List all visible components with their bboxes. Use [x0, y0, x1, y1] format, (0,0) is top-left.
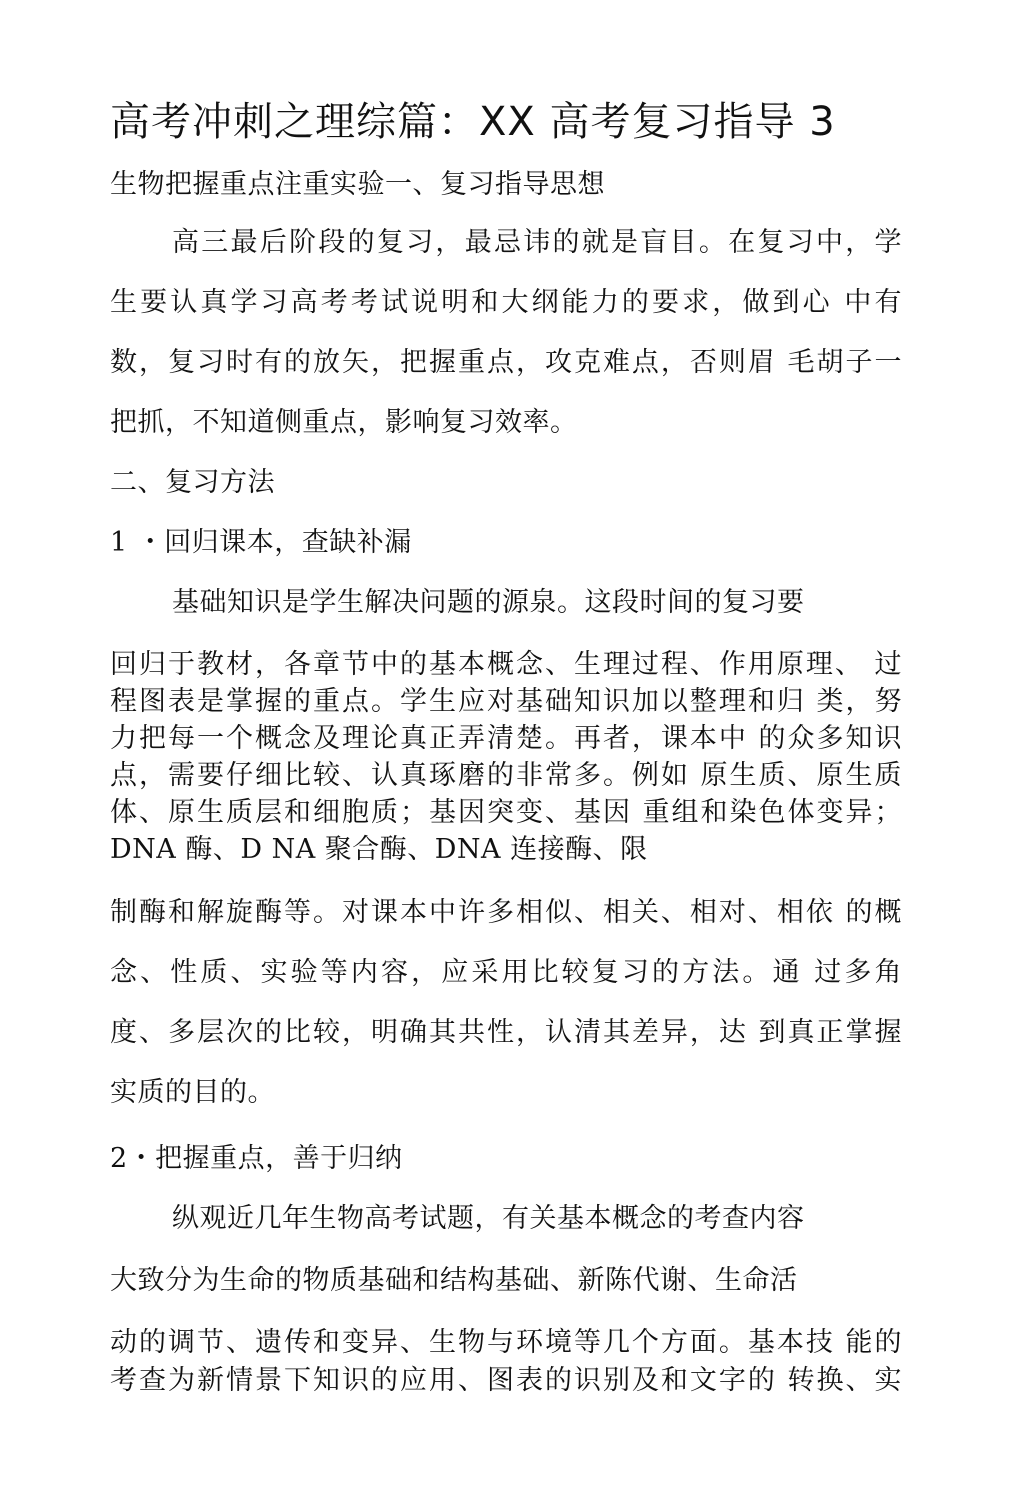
subsection-heading: 1 ・回归课本，查缺补漏 — [110, 527, 412, 558]
paragraph-line: 体、原生质层和细胞质；基因突变、基因 重组和染色体变异； — [110, 797, 902, 828]
paragraph-line: 力把每一个概念及理论真正弄清楚。再者，课本中 的众多知识 — [110, 723, 902, 754]
section-subtitle: 生物把握重点注重实验一、复习指导思想 — [110, 169, 605, 200]
paragraph-line: DNA 酶、D NA 聚合酶、DNA 连接酶、限 — [110, 834, 648, 865]
paragraph-line: 程图表是掌握的重点。学生应对基础知识加以整理和归 类，努 — [110, 686, 902, 717]
paragraph-line: 高三最后阶段的复习，最忌讳的就是盲目。在复习中，学 — [172, 227, 902, 258]
paragraph-line: 数，复习时有的放矢，把握重点，攻克难点，否则眉 毛胡子一 — [110, 347, 902, 378]
subsection-heading: 2・把握重点，善于归纳 — [110, 1143, 403, 1174]
paragraph-line: 点，需要仔细比较、认真琢磨的非常多。例如 原生质、原生质 — [110, 760, 902, 791]
paragraph-line: 念、性质、实验等内容，应采用比较复习的方法。通 过多角 — [110, 957, 902, 988]
paragraph-line: 考查为新情景下知识的应用、图表的识别及和文字的 转换、实 — [110, 1365, 902, 1396]
paragraph-line: 制酶和解旋酶等。对课本中许多相似、相关、相对、相依 的概 — [110, 897, 902, 928]
paragraph-line: 大致分为生命的物质基础和结构基础、新陈代谢、生命活 — [110, 1265, 798, 1296]
paragraph-line: 动的调节、遗传和变异、生物与环境等几个方面。基本技 能的 — [110, 1327, 902, 1358]
paragraph-line: 基础知识是学生解决问题的源泉。这段时间的复习要 — [172, 587, 805, 618]
paragraph-line: 实质的目的。 — [110, 1077, 275, 1108]
section-heading: 二、复习方法 — [110, 467, 275, 498]
paragraph-line: 回归于教材，各章节中的基本概念、生理过程、作用原理、 过 — [110, 649, 902, 680]
paragraph-line: 生要认真学习高考考试说明和大纲能力的要求，做到心 中有 — [110, 287, 902, 318]
paragraph-line: 把抓，不知道侧重点，影响复习效率。 — [110, 407, 578, 438]
paragraph-line: 度、多层次的比较，明确其共性，认清其差异，达 到真正掌握 — [110, 1017, 902, 1048]
document-title: 高考冲刺之理综篇：XX 高考复习指导 3 — [110, 99, 836, 145]
paragraph-line: 纵观近几年生物高考试题，有关基本概念的考查内容 — [172, 1203, 805, 1234]
